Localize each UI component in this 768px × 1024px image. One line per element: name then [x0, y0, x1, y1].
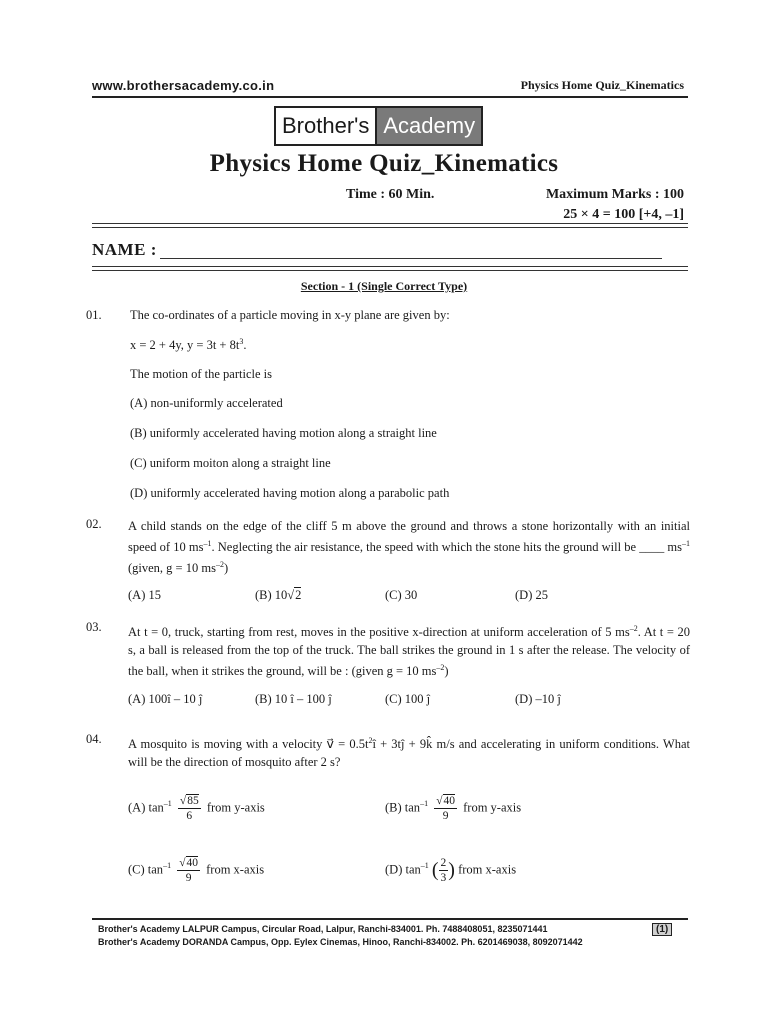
header-topic: Physics Home Quiz_Kinematics [520, 78, 684, 92]
footer-rule [92, 918, 688, 920]
question-stem: A mosquito is moving with a velocity v⃗ = $0.5t^2î$ + 3tĵ + 9k̂ m/s and accelerating in uniform conditions. What will be the direction of mosquito after 2 s? [128, 736, 690, 770]
section-heading: Section - 1 (Single Correct Type) [300, 279, 468, 293]
option-d[interactable]: (D) uniformly accelerated having motion along a parabolic path [130, 486, 450, 500]
name-label: NAME : [92, 240, 157, 259]
option-b[interactable]: (B) $\tan^{-1}$ $\frac{√40}{9}$ from y-axis [385, 795, 522, 822]
logo-brothers: Brother's [276, 108, 375, 144]
question-number: 04. [86, 732, 102, 746]
option-c[interactable]: (C) $\tan^{-1}$ $\frac{√40}{9}$ from x-axis [128, 857, 265, 884]
option-d[interactable]: (D) 25 [515, 588, 548, 602]
question-equation: x = 2 + 4y, $y = 3t + 8t^3$. [130, 337, 247, 353]
time-limit: Time : 60 Min. [346, 187, 435, 202]
header-rule [92, 96, 688, 98]
question-stem: At t = 0, truck, starting from rest, moves in the positive x-direction at uniform acceleration of 5 $ms^{-2}$. At t = 20 s, a ball is released from the top of the truck. The ball strikes the ground in 1 s after the release. The velocity of the ball, when it strikes the ground, will be : (given g = 10 $ms^{-2}$) [128, 624, 690, 679]
footer-address-lalpur: Brother's Academy LALPUR Campus, Circular Road, Lalpur, Ranchi-834001. Ph. 7488408051, 8235071441 [98, 924, 548, 934]
question-number: 02. [86, 517, 102, 531]
option-a[interactable]: (A) non-uniformly accelerated [130, 396, 283, 410]
option-a[interactable]: (A) 100î – 10 ĵ [128, 692, 203, 706]
option-b[interactable]: (B) 10 î – 100 ĵ [255, 692, 332, 706]
option-a[interactable]: (A) 15 [128, 588, 161, 602]
website-url[interactable]: www.brothersacademy.co.in [92, 78, 275, 93]
divider [92, 223, 688, 228]
academy-logo [274, 106, 483, 146]
marking-scheme: 25 × 4 = 100 [+4, –1] [563, 207, 684, 222]
question-number: 03. [86, 620, 102, 634]
question-stem: A child stands on the edge of the cliff 5 m above the ground and throws a stone horizontally with an initial speed of 10 $ms^{-1}$. Neglecting the air resistance, the speed with which the stone hits the ground will be ____ $ms^{-1}$ (given, g = 10 $ms^{-2}$) [128, 519, 690, 576]
option-c[interactable]: (C) uniform moiton along a straight line [130, 456, 331, 470]
option-b[interactable]: (B) 10√2 [255, 588, 302, 602]
maximum-marks: Maximum Marks : 100 [545, 187, 684, 202]
page-number: (1) [652, 923, 672, 936]
option-c[interactable]: (C) 100 ĵ [385, 692, 431, 706]
option-b[interactable]: (B) uniformly accelerated having motion along a straight line [130, 426, 437, 440]
option-c[interactable]: (C) 30 [385, 588, 418, 602]
question-stem: The co-ordinates of a particle moving in x-y plane are given by: [130, 308, 450, 322]
page-title: Physics Home Quiz_Kinematics [209, 150, 559, 177]
question-prompt: The motion of the particle is [130, 367, 272, 381]
divider [92, 266, 688, 271]
option-a[interactable]: (A) $\tan^{-1}$ $\frac{√85}{6}$ from y-axis [128, 795, 265, 822]
question-number: 01. [86, 308, 102, 322]
option-d[interactable]: (D) $\tan^{-1}$ ( $\frac{2}{3}$ ) from x-axis [385, 857, 517, 884]
option-d[interactable]: (D) –10 ĵ [515, 692, 561, 706]
footer-address-doranda: Brother's Academy DORANDA Campus, Opp. Eylex Cinemas, Hinoo, Ranchi-834002. Ph. 6201469038, 8092071442 [98, 937, 583, 947]
logo-academy: Academy [375, 108, 481, 144]
name-field-line[interactable] [160, 258, 662, 259]
